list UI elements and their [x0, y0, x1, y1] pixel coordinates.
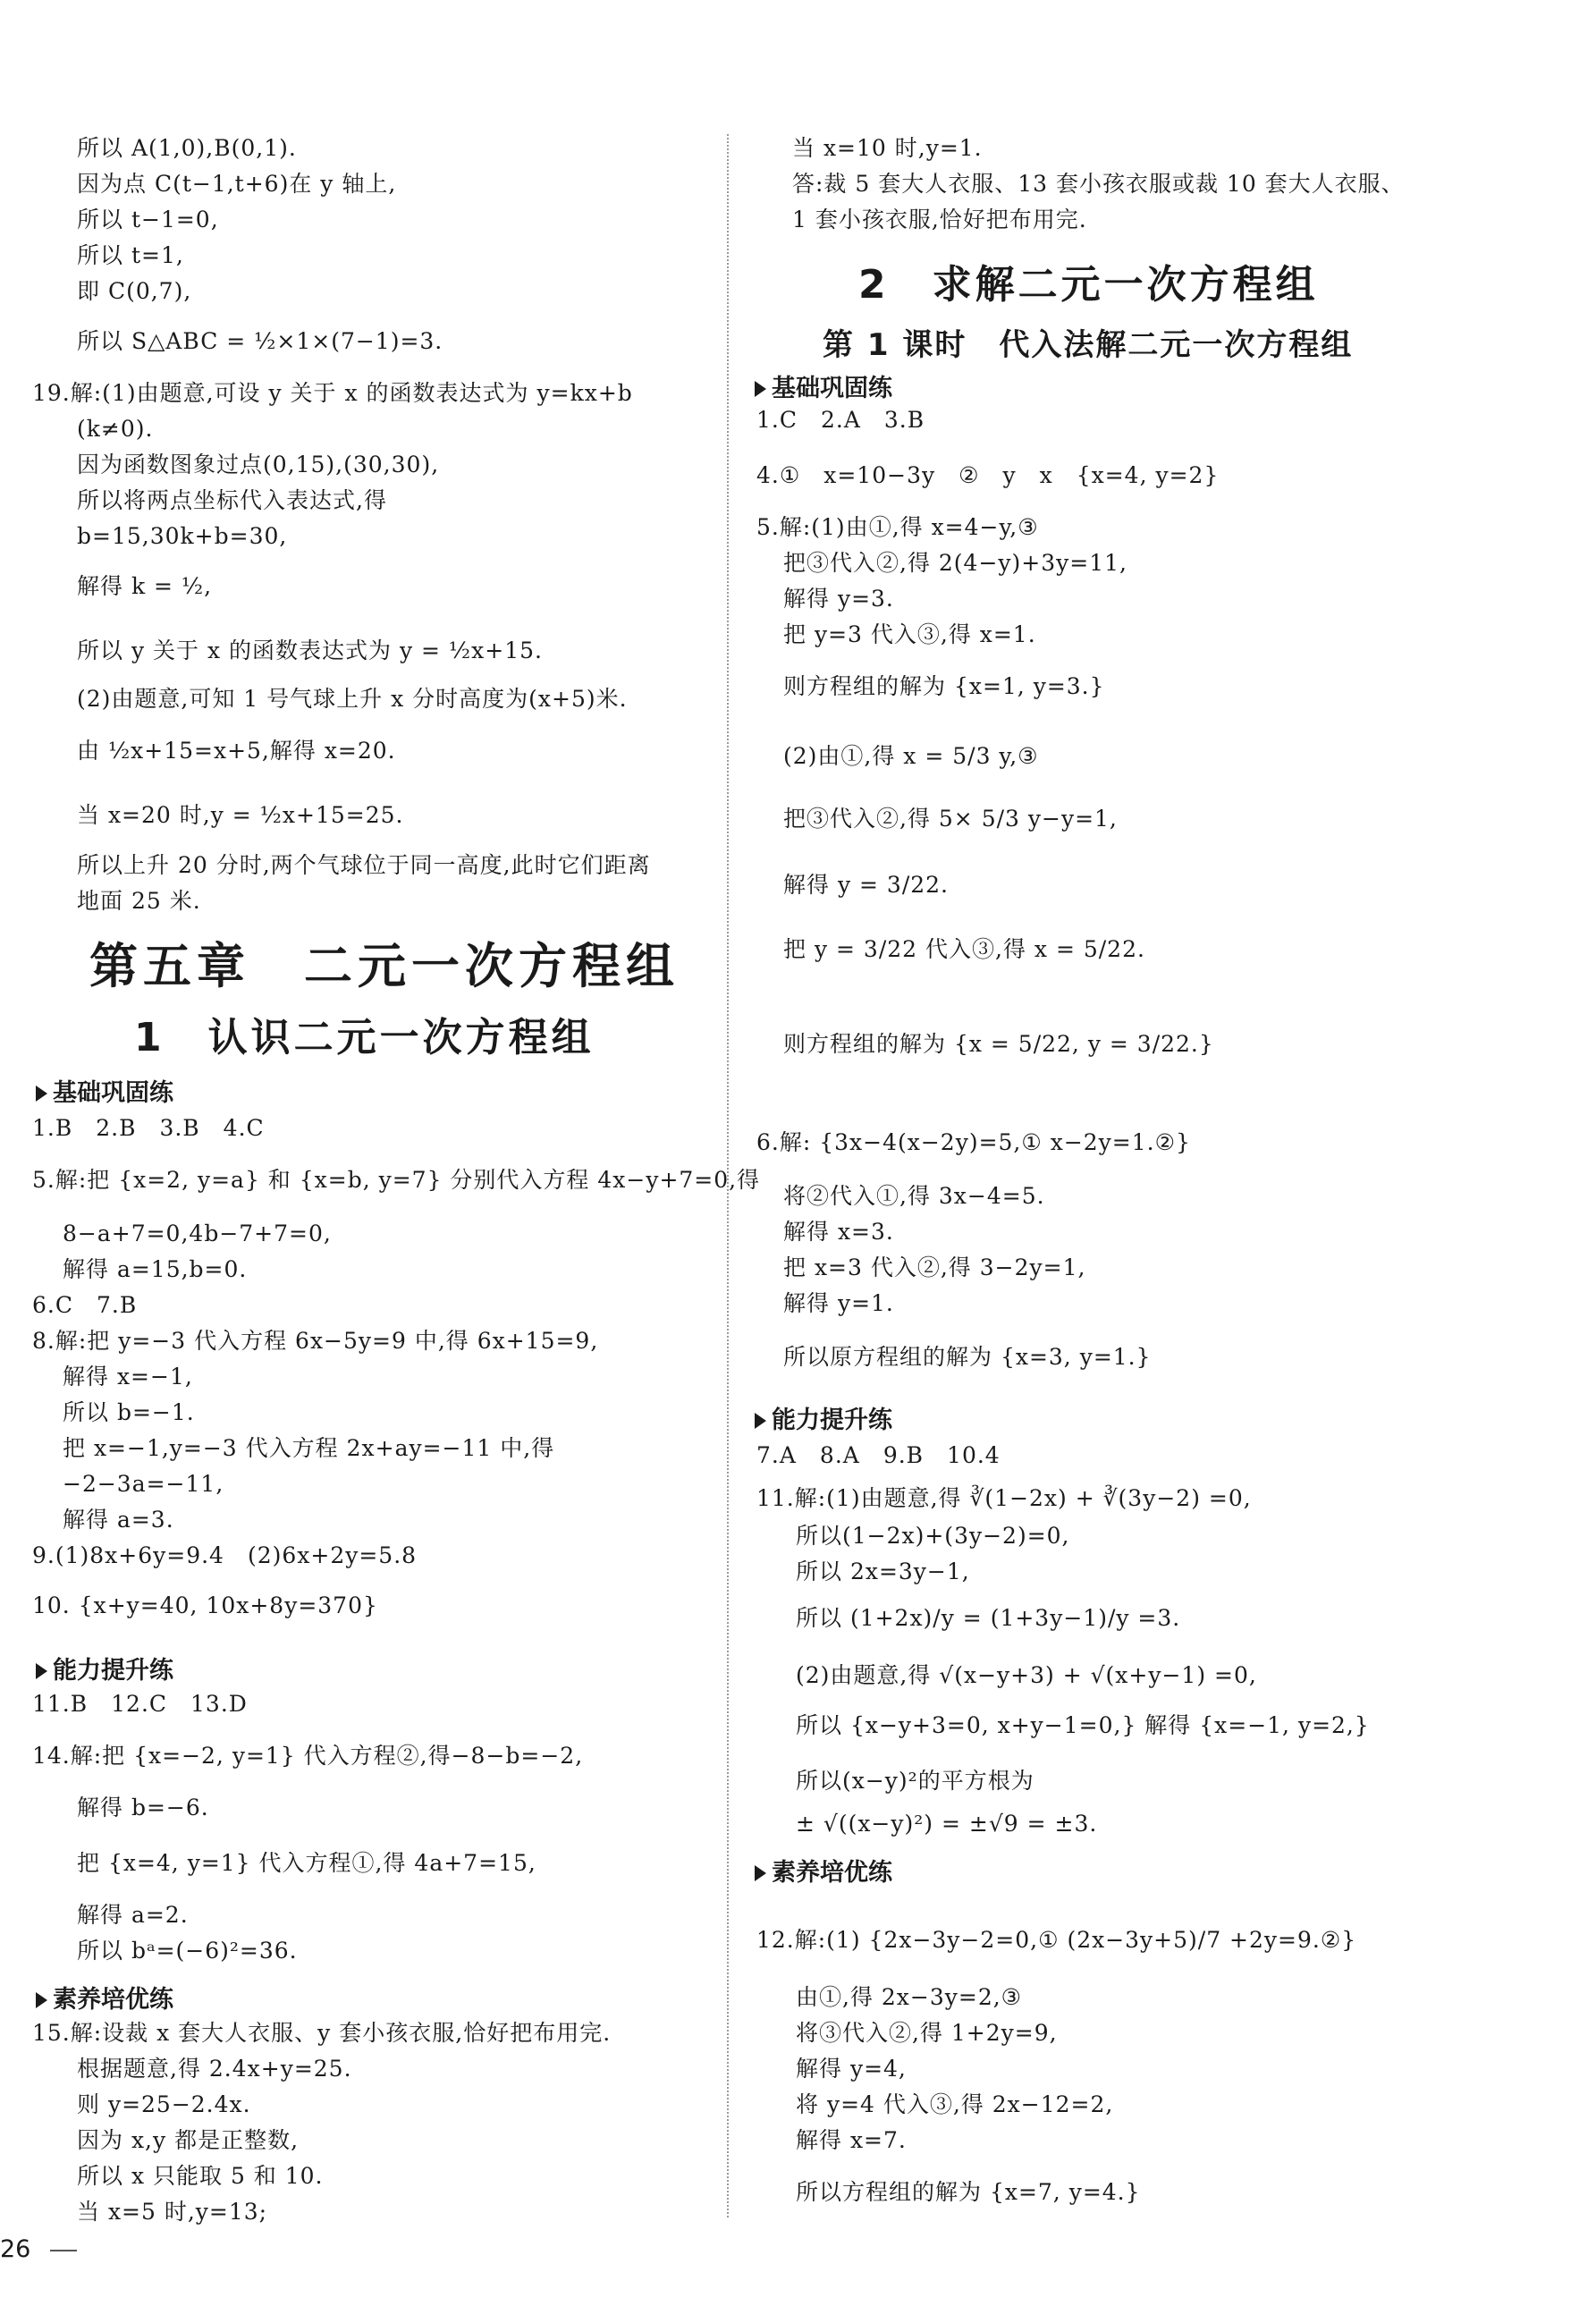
text-line: 11.解:(1)由题意,得 ∛(1−2x) + ∛(3y−2) =0, [756, 1485, 1252, 1511]
triangle-marker-icon [36, 1085, 47, 1102]
text-line: 将③代入②,得 1+2y=9, [796, 2020, 1058, 2046]
text-line: 由①,得 2x−3y=2,③ [796, 1984, 1023, 2010]
text-line: 6.C 7.B [32, 1292, 138, 1318]
text-line: 解得 a=15,b=0. [63, 1256, 248, 1282]
text-line: 所以 t=1, [77, 242, 184, 268]
text-line: 所以 bᵃ=(−6)²=36. [77, 1938, 298, 1964]
text-line: 把 y=3 代入③,得 x=1. [783, 621, 1036, 647]
text-line: −2−3a=−11, [63, 1471, 224, 1497]
text-line: 所以 t−1=0, [77, 207, 219, 232]
text-line: 5.解:把 {x=2, y=a} 和 {x=b, y=7} 分别代入方程 4x−y+7=0,得 [32, 1167, 761, 1193]
text-line: 则方程组的解为 {x = 5/22, y = 3/22.} [783, 1031, 1214, 1057]
text-line: 解得 a=2. [77, 1902, 189, 1928]
text-line: 8.解:把 y=−3 代入方程 6x−5y=9 中,得 6x+15=9, [32, 1328, 599, 1354]
text-line: 所以将两点坐标代入表达式,得 [77, 487, 387, 513]
text-line: 5.解:(1)由①,得 x=4−y,③ [756, 514, 1039, 540]
text-line: 所以 {x−y+3=0, x+y−1=0,} 解得 {x=−1, y=2,} [796, 1712, 1370, 1738]
subsection-heading: 基础巩固练 [36, 1073, 173, 1108]
text-line: 解得 x=3. [783, 1219, 894, 1245]
subsection-heading: 素养培优练 [755, 1853, 892, 1888]
chapter-title: 第五章 二元一次方程组 [89, 938, 680, 994]
left-column [0, 0, 761, 2323]
text-line: 解得 y=4, [796, 2056, 907, 2082]
text-line: 所以 S△ABC = ½×1×(7−1)=3. [77, 328, 443, 354]
subsection-heading: 素养培优练 [36, 1980, 173, 2015]
text-line: b=15,30k+b=30, [77, 523, 288, 549]
text-line: 把③代入②,得 5× 5/3 y−y=1, [783, 806, 1118, 832]
text-line: 所以 A(1,0),B(0,1). [77, 135, 297, 161]
text-line: (k≠0). [77, 416, 154, 442]
subsection-heading: 能力提升练 [755, 1400, 892, 1435]
text-line: 所以 y 关于 x 的函数表达式为 y = ½x+15. [77, 638, 543, 663]
text-line: 当 x=5 时,y=13; [77, 2199, 268, 2225]
text-line: 则 y=25−2.4x. [77, 2091, 251, 2117]
text-line: 把 {x=4, y=1} 代入方程①,得 4a+7=15, [77, 1850, 536, 1876]
section-title: 1 认识二元一次方程组 [134, 1015, 595, 1060]
text-line: 所以(x−y)²的平方根为 [796, 1768, 1034, 1794]
lesson-title: 第 1 课时 代入法解二元一次方程组 [823, 327, 1354, 363]
text-line: 7.A 8.A 9.B 10.4 [756, 1442, 1001, 1468]
text-line: 所以 (1+2x)/y = (1+3y−1)/y =3. [796, 1605, 1181, 1631]
text-line: 解得 y=3. [783, 586, 894, 612]
text-line: 则方程组的解为 {x=1, y=3.} [783, 673, 1105, 699]
text-line: 11.B 12.C 13.D [32, 1691, 248, 1717]
text-line: 将②代入①,得 3x−4=5. [783, 1183, 1045, 1209]
text-line: 把 x=3 代入②,得 3−2y=1, [783, 1254, 1086, 1280]
text-line: 12.解:(1) {2x−3y−2=0,① (2x−3y+5)/7 +2y=9.②} [756, 1927, 1357, 1953]
text-line: 15.解:设裁 x 套大人衣服、y 套小孩衣服,恰好把布用完. [32, 2020, 612, 2046]
text-line: 4.① x=10−3y ② y x {x=4, y=2} [756, 462, 1220, 488]
text-line: (2)由①,得 x = 5/3 y,③ [783, 743, 1039, 769]
text-line: 1.C 2.A 3.B [756, 407, 925, 433]
text-line: 6.解: {3x−4(x−2y)=5,① x−2y=1.②} [756, 1129, 1191, 1155]
text-line: 所以 b=−1. [63, 1399, 195, 1425]
text-line: 因为函数图象过点(0,15),(30,30), [77, 452, 440, 477]
text-line: 所以 x 只能取 5 和 10. [77, 2163, 324, 2189]
text-line: 1 套小孩衣服,恰好把布用完. [792, 207, 1087, 232]
text-line: 10. {x+y=40, 10x+8y=370} [32, 1592, 378, 1618]
text-line: 由 ½x+15=x+5,解得 x=20. [77, 738, 396, 764]
text-line: 当 x=20 时,y = ½x+15=25. [77, 802, 404, 828]
text-line: 即 C(0,7), [77, 278, 192, 304]
text-line: 所以方程组的解为 {x=7, y=4.} [796, 2179, 1141, 2205]
triangle-marker-icon [755, 381, 766, 397]
column-divider [727, 134, 729, 2217]
text-line: (2)由题意,得 √(x−y+3) + √(x+y−1) =0, [796, 1662, 1257, 1688]
text-line: 8−a+7=0,4b−7+7=0, [63, 1221, 332, 1246]
text-line: 地面 25 米. [77, 888, 201, 914]
text-line: 将 y=4 代入③,得 2x−12=2, [796, 2091, 1114, 2117]
text-line: 解得 y = 3/22. [783, 872, 949, 898]
text-line: 解得 x=−1, [63, 1364, 193, 1390]
triangle-marker-icon [36, 1992, 47, 2008]
right-column [742, 0, 1583, 2323]
text-line: 解得 k = ½, [77, 573, 213, 599]
text-line: 1.B 2.B 3.B 4.C [32, 1115, 265, 1141]
text-line: 解得 a=3. [63, 1507, 174, 1533]
text-line: 解得 y=1. [783, 1290, 894, 1316]
text-line: 把 x=−1,y=−3 代入方程 2x+ay=−11 中,得 [63, 1435, 555, 1461]
text-line: 把③代入②,得 2(4−y)+3y=11, [783, 550, 1127, 576]
text-line: 所以原方程组的解为 {x=3, y=1.} [783, 1344, 1152, 1370]
text-line: 14.解:把 {x=−2, y=1} 代入方程②,得−8−b=−2, [32, 1743, 584, 1769]
text-line: 所以 2x=3y−1, [796, 1559, 970, 1584]
triangle-marker-icon [36, 1663, 47, 1679]
text-line: 9.(1)8x+6y=9.4 (2)6x+2y=5.8 [32, 1542, 418, 1568]
text-line: 所以上升 20 分时,两个气球位于同一高度,此时它们距离 [77, 852, 651, 878]
triangle-marker-icon [755, 1413, 766, 1429]
text-line: 所以(1−2x)+(3y−2)=0, [796, 1523, 1070, 1549]
text-line: ± √((x−y)²) = ±√9 = ±3. [796, 1811, 1098, 1837]
subsection-heading: 能力提升练 [36, 1651, 173, 1685]
section-title: 2 求解二元一次方程组 [858, 262, 1319, 308]
page-number-dash [50, 2250, 77, 2251]
text-line: 根据题意,得 2.4x+y=25. [77, 2056, 352, 2082]
text-line: 当 x=10 时,y=1. [792, 135, 983, 161]
text-line: 因为点 C(t−1,t+6)在 y 轴上, [77, 171, 397, 197]
text-line: 19.解:(1)由题意,可设 y 关于 x 的函数表达式为 y=kx+b [32, 380, 633, 406]
triangle-marker-icon [755, 1865, 766, 1881]
text-line: 因为 x,y 都是正整数, [77, 2127, 300, 2153]
text-line: (2)由题意,可知 1 号气球上升 x 分时高度为(x+5)米. [77, 686, 628, 712]
text-line: 把 y = 3/22 代入③,得 x = 5/22. [783, 936, 1145, 962]
text-line: 答:裁 5 套大人衣服、13 套小孩衣服或裁 10 套大人衣服、 [792, 171, 1405, 197]
page-number: 26 [0, 2235, 31, 2263]
subsection-heading: 基础巩固练 [755, 368, 892, 403]
text-line: 解得 x=7. [796, 2127, 907, 2153]
text-line: 解得 b=−6. [77, 1795, 209, 1820]
